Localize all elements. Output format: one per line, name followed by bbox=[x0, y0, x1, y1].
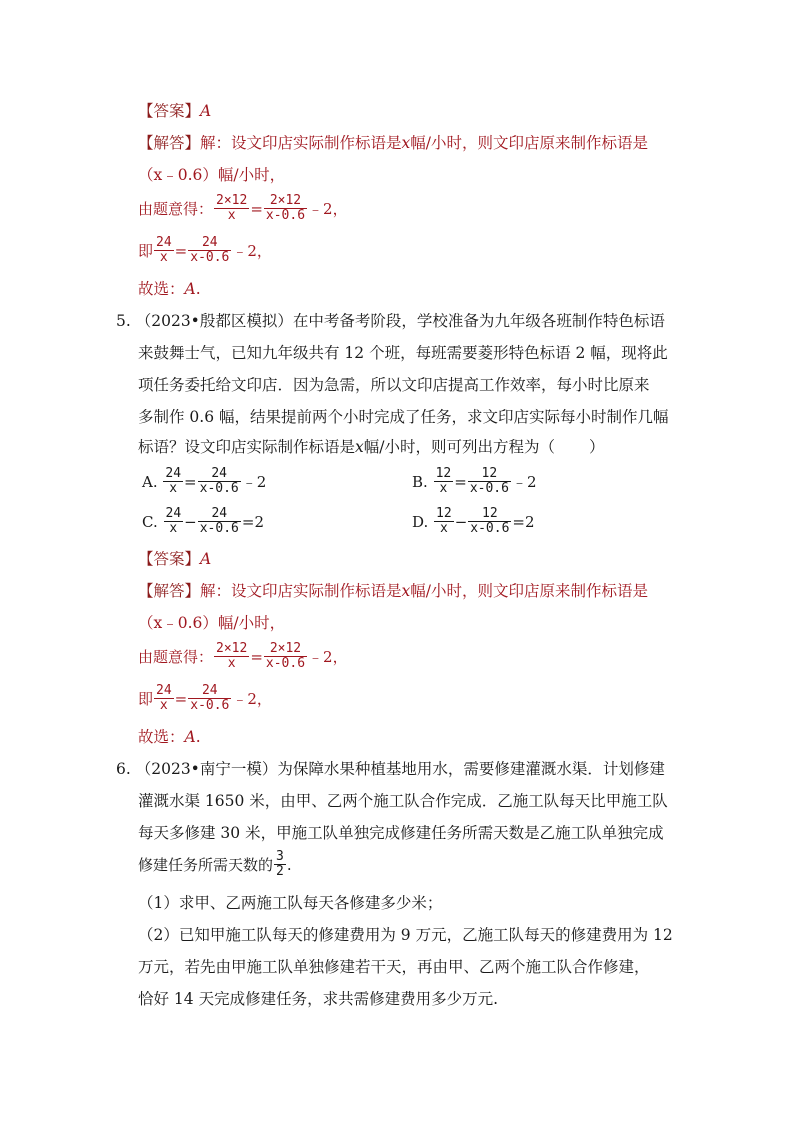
question-5-line-2: 来鼓舞士气，已知九年级共有 12 个班，每班需要菱形特色标语 2 幅，现将此 bbox=[138, 344, 668, 362]
question-source: （2023•南宁一模） bbox=[135, 760, 278, 778]
choose-line: 故选：A. bbox=[138, 728, 201, 746]
fraction: $\frac{24}{x-0.6}$ bbox=[190, 235, 230, 265]
sub-question-2-line-2: 万元，若先由甲施工队单独修建若干天，再由甲、乙两个施工队合作修建， bbox=[138, 958, 650, 976]
choose-line: 故选：A. bbox=[138, 280, 201, 298]
solution-line-2: （x﹣0.6）幅/小时， bbox=[138, 166, 286, 184]
question-6-line-2: 灌溉水渠 1650 米，由甲、乙两个施工队合作完成．乙施工队每天比甲施工队 bbox=[138, 792, 668, 810]
solution-line-1: 【解答】解：设文印店实际制作标语是x幅/小时，则文印店原来制作标语是 bbox=[138, 582, 649, 600]
equation-line-1: 由题意得： $\frac{2\times 12}{x}$ = $\frac{2\times 12}{x-0.6}$ ﹣2， bbox=[138, 193, 348, 223]
question-6-line-4: 修建任务所需天数的 $\frac{3}{2}$ . bbox=[138, 849, 292, 879]
fraction-three-halves: $\frac{3}{2}$ bbox=[276, 849, 284, 879]
equation-line-1: 由题意得： $\frac{2\times 12}{x}$ = $\frac{2\times 12}{x-0.6}$ ﹣2， bbox=[138, 641, 348, 671]
equation-line-2: 即 $\frac{24}{x}$ = $\frac{24}{x-0.6}$ ﹣2， bbox=[138, 235, 272, 265]
sub-question-2-line-1: （2）已知甲施工队每天的修建费用为 9 万元，乙施工队每天的修建费用为 12 bbox=[138, 926, 673, 944]
sub-question-1: （1）求甲、乙两施工队每天各修建多少米； bbox=[138, 894, 443, 912]
question-5-line-4: 多制作 0.6 幅，结果提前两个小时完成了任务，求文印店实际每小时制作几幅 bbox=[138, 408, 669, 426]
sub-question-2-line-3: 恰好 14 天完成修建任务，求共需修建费用多少万元. bbox=[138, 990, 499, 1008]
option-d[interactable]: D. $\frac{12}{x}$ − $\frac{12}{x-0.6}$ =2 bbox=[412, 506, 535, 536]
fraction: $\frac{2\times 12}{x-0.6}$ bbox=[265, 193, 306, 223]
question-5-line-1: 5. （2023•殷都区模拟）在中考备考阶段，学校准备为九年级各班制作特色标语 bbox=[116, 312, 665, 330]
answer-label: 【答案】 bbox=[138, 102, 201, 120]
solution-line-1: 【解答】解：设文印店实际制作标语是x幅/小时，则文印店原来制作标语是 bbox=[138, 134, 649, 152]
question-6-line-1: 6. （2023•南宁一模）为保障水果种植基地用水，需要修建灌溉水渠．计划修建 bbox=[116, 760, 665, 778]
answer-line-1 bbox=[138, 100, 211, 122]
answer-value: A bbox=[200, 550, 212, 568]
equation-line-2: 即 $\frac{24}{x}$ = $\frac{24}{x-0.6}$ ﹣2， bbox=[138, 683, 272, 713]
question-source: （2023•殷都区模拟） bbox=[135, 312, 293, 330]
answer-value: A bbox=[200, 102, 212, 120]
solution-line-2: （x﹣0.6）幅/小时， bbox=[138, 614, 286, 632]
question-number: 5. bbox=[116, 312, 131, 330]
fraction: $\frac{2\times 12}{x}$ bbox=[216, 193, 248, 223]
jieda-label: 【解答】 bbox=[138, 582, 201, 600]
question-6-line-3: 每天多修建 30 米，甲施工队单独完成修建任务所需天数是乙施工队单独完成 bbox=[138, 824, 664, 842]
jieda-label: 【解答】 bbox=[138, 134, 201, 152]
option-b[interactable]: B. $\frac{12}{x}$ = $\frac{12}{x-0.6}$ ﹣2 bbox=[412, 466, 537, 496]
answer-line-2 bbox=[138, 548, 211, 570]
option-a[interactable]: A. $\frac{24}{x}$ = $\frac{24}{x-0.6}$ ﹣2 bbox=[142, 466, 267, 496]
question-5-line-5: 标语？设文印店实际制作标语是x幅/小时，则可列出方程为（ ） bbox=[138, 438, 605, 456]
question-number: 6. bbox=[116, 760, 131, 778]
option-c[interactable]: C. $\frac{24}{x}$ − $\frac{24}{x-0.6}$ =2 bbox=[142, 506, 264, 536]
answer-label: 【答案】 bbox=[138, 550, 201, 568]
fraction: $\frac{24}{x}$ bbox=[156, 235, 172, 265]
question-5-line-3: 项任务委托给文印店．因为急需，所以文印店提高工作效率，每小时比原来 bbox=[138, 376, 650, 394]
